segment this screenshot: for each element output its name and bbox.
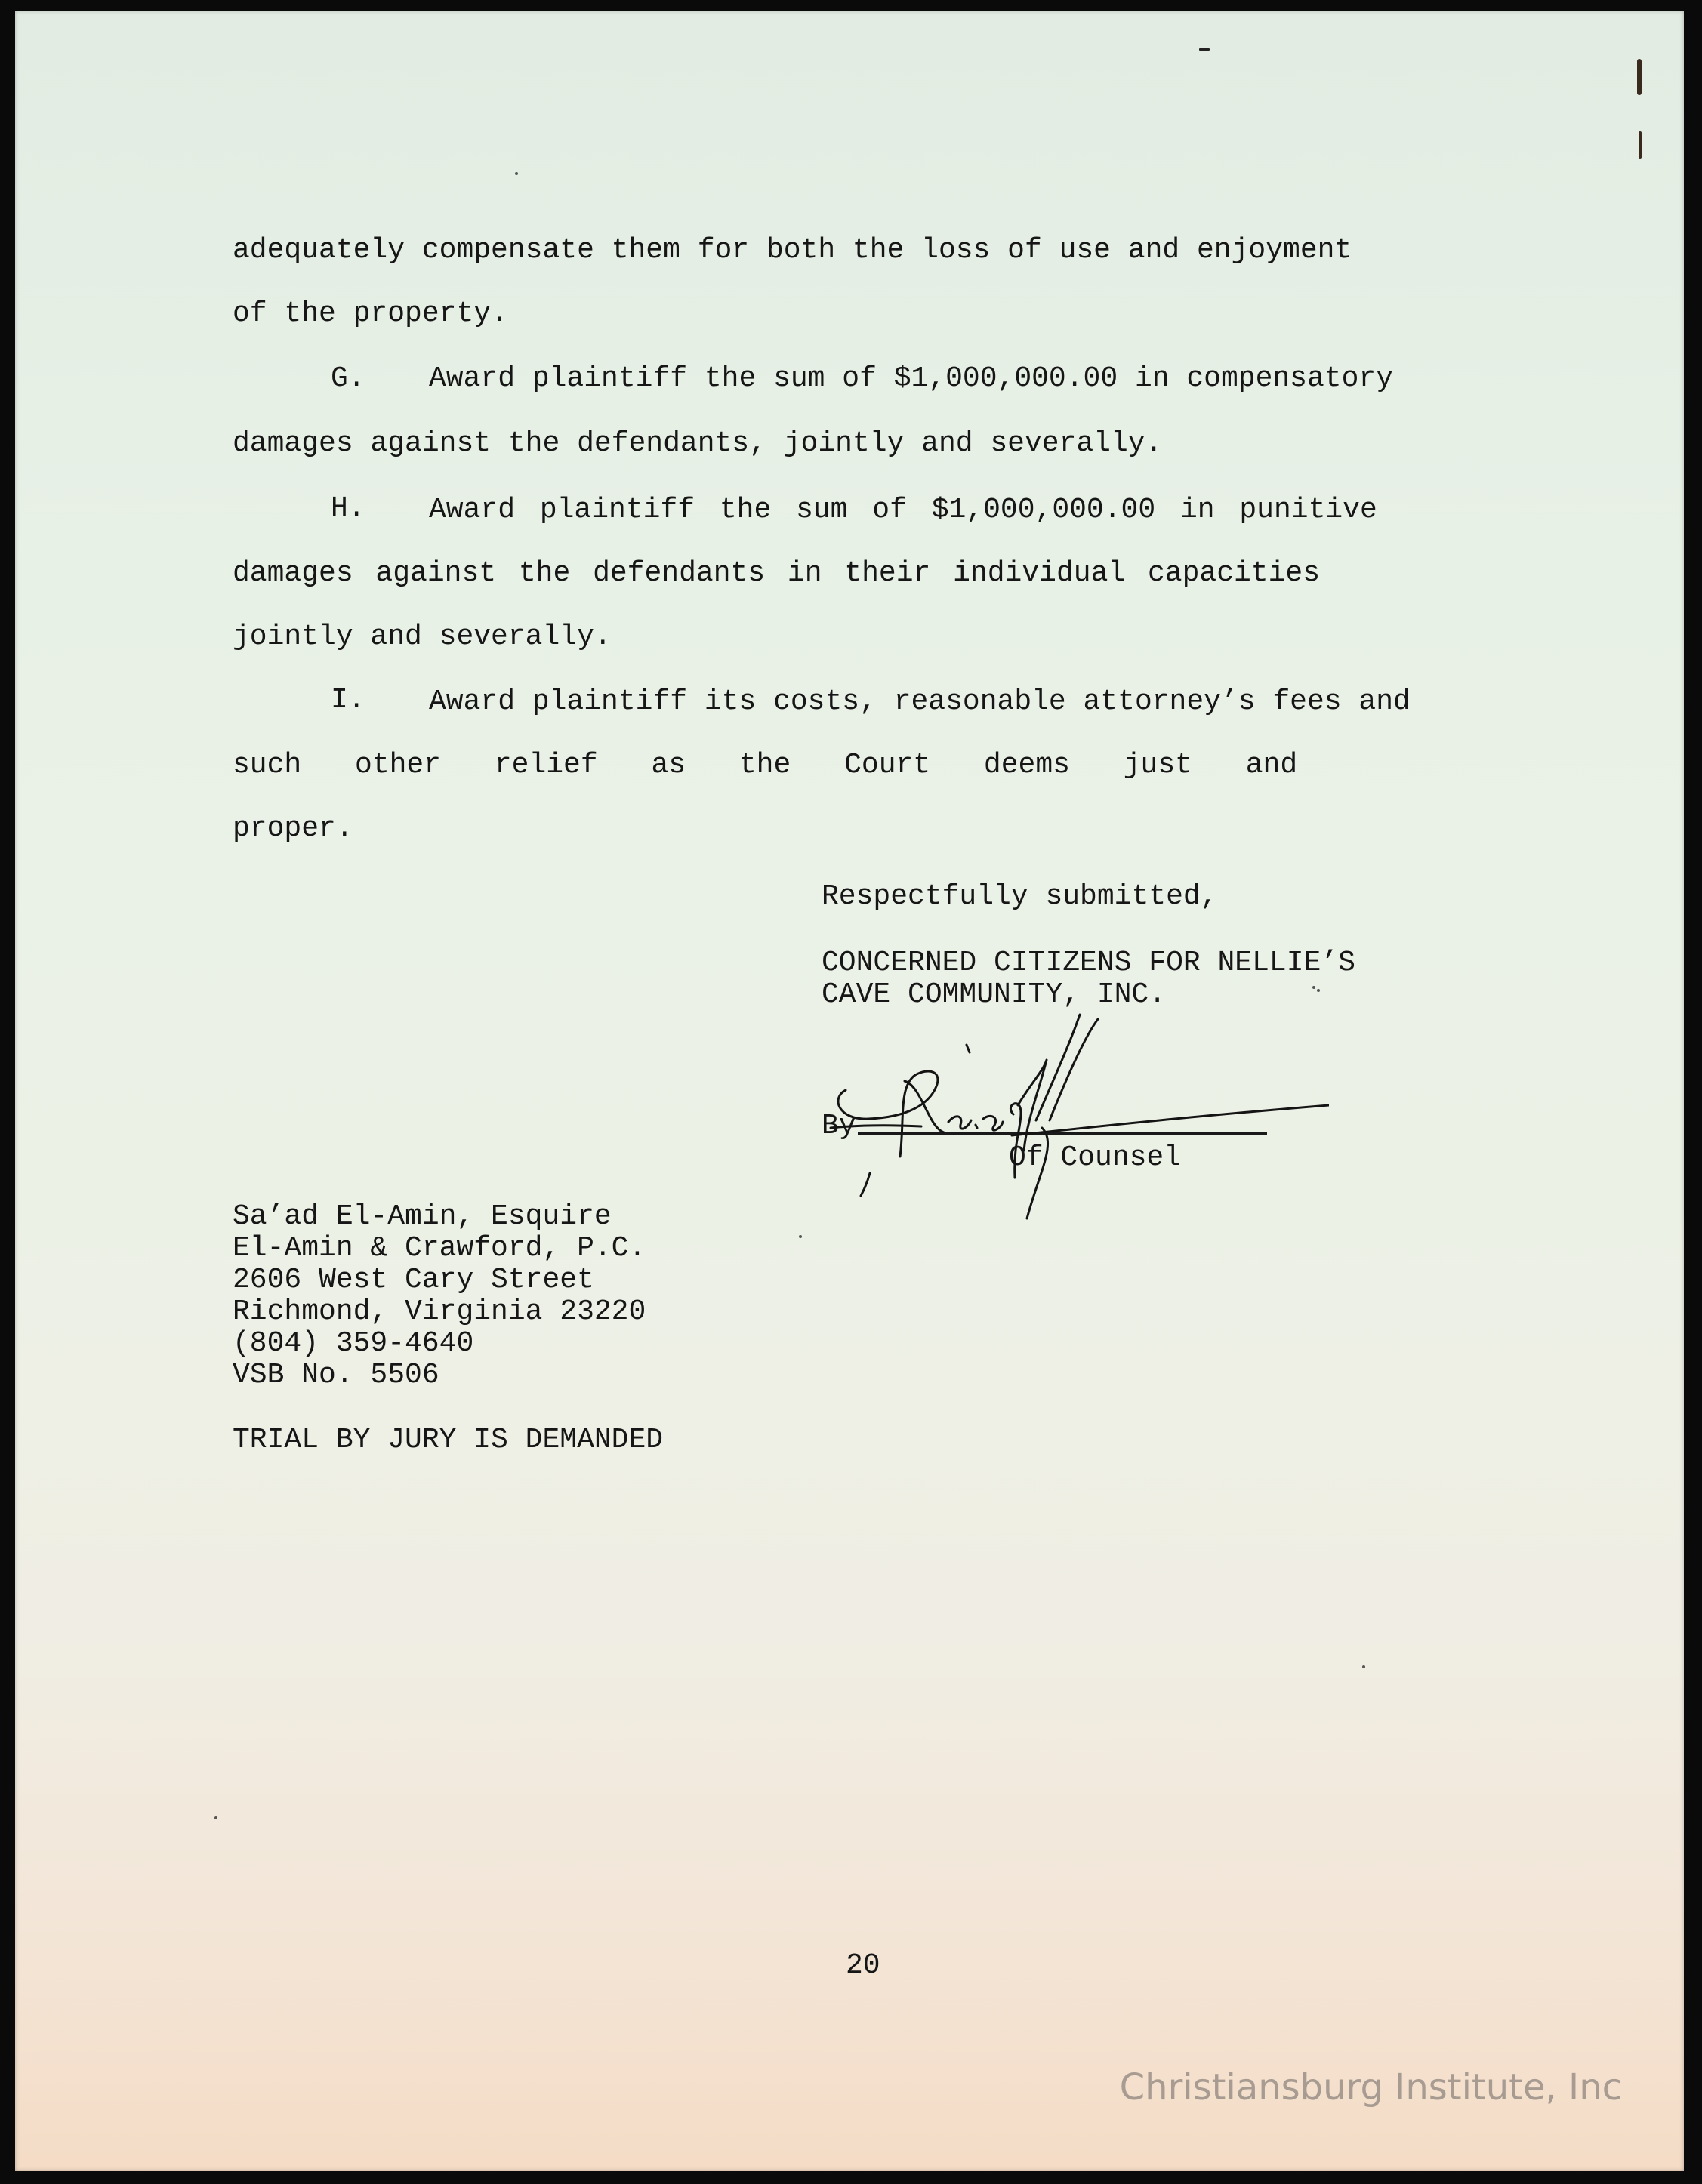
speck [214, 1816, 217, 1819]
attorney-firm: El-Amin & Crawford, P.C. [233, 1232, 646, 1265]
watermark: Christiansburg Institute, Inc [1119, 2066, 1622, 2109]
speck [1312, 986, 1315, 989]
speck [1362, 1665, 1365, 1668]
item-i-text: such other relief as the Court deems just and [233, 749, 1298, 781]
item-h-text: jointly and severally. [233, 621, 612, 653]
margin-mark [1639, 131, 1642, 159]
speck [799, 1235, 802, 1238]
body-line: adequately compensate them for both the loss of use and enjoyment [233, 234, 1352, 266]
of-counsel: Of Counsel [1009, 1141, 1182, 1174]
closing: Respectfully submitted, [822, 880, 1218, 913]
attorney-street: 2606 West Cary Street [233, 1264, 594, 1296]
body-line: of the property. [233, 297, 508, 330]
item-g-text: Award plaintiff the sum of $1,000,000.00 in compensatory [429, 362, 1394, 395]
document-page [15, 11, 1684, 2171]
attorney-vsb: VSB No. 5506 [233, 1359, 439, 1391]
item-i-label: I. [331, 684, 365, 716]
item-g-label: G. [331, 362, 365, 395]
page-number: 20 [846, 1949, 880, 1982]
item-h-text: Award plaintiff the sum of $1,000,000.00 in punitive [429, 494, 1377, 526]
by-label: By [822, 1110, 856, 1142]
speck [515, 172, 518, 175]
signature [816, 992, 1329, 1234]
jury-demand: TRIAL BY JURY IS DEMANDED [233, 1424, 664, 1456]
attorney-city: Richmond, Virginia 23220 [233, 1295, 646, 1328]
item-i-text: proper. [233, 812, 353, 845]
attorney-phone: (804) 359-4640 [233, 1327, 474, 1360]
item-h-label: H. [331, 492, 365, 525]
speck [1199, 48, 1210, 51]
item-h-text: damages against the defendants in their individual capacities [233, 557, 1321, 590]
attorney-name: Sa’ad El-Amin, Esquire [233, 1200, 612, 1233]
organization-name: CAVE COMMUNITY, INC. [822, 978, 1167, 1011]
margin-mark [1637, 59, 1642, 95]
item-g-text: damages against the defendants, jointly and severally. [233, 427, 1163, 460]
organization-name: CONCERNED CITIZENS FOR NELLIE’S [822, 947, 1355, 979]
item-i-text: Award plaintiff its costs, reasonable attorney’s fees and [429, 685, 1411, 718]
